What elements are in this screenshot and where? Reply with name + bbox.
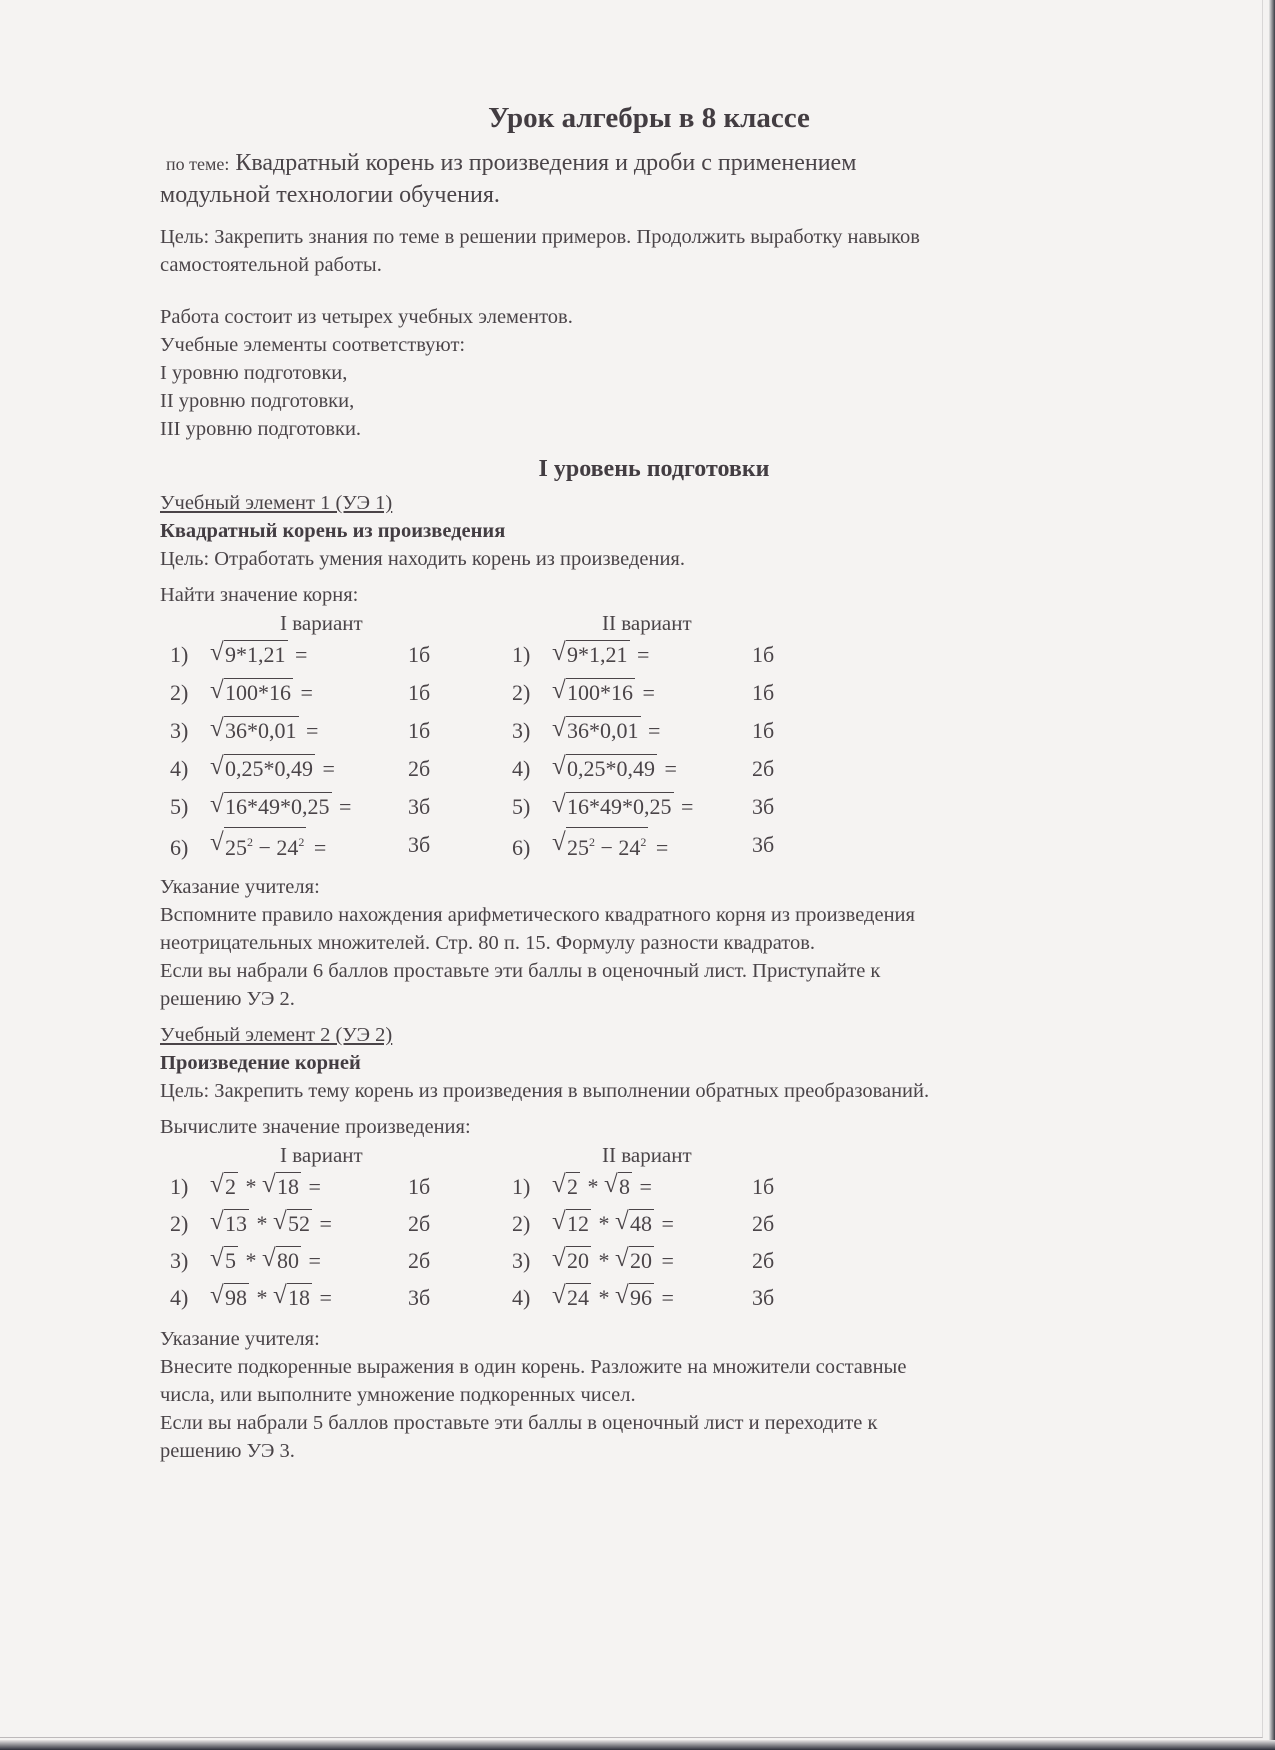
radicand: 0,25*0,49 xyxy=(225,756,313,781)
task-row xyxy=(160,1169,1120,1206)
square-root-expression xyxy=(552,713,641,749)
intro-line: Работа состоит из четырех учебных элементов. xyxy=(160,306,573,328)
task-number: 1) xyxy=(170,642,189,667)
task-row xyxy=(160,827,1120,865)
square-root-expression xyxy=(273,1206,312,1242)
radicand: 36*0,01 xyxy=(225,718,297,743)
radicand: 5 xyxy=(225,1248,236,1273)
task-number: 3) xyxy=(170,1248,189,1273)
task-number: 2) xyxy=(512,1211,531,1236)
task-number: 4) xyxy=(170,756,189,781)
task-points: 1б xyxy=(752,1174,775,1199)
variant-1-task: 2)√ 100*16 = xyxy=(170,675,313,711)
square-root-expression xyxy=(210,1169,238,1205)
variant-1-task: 4)√ 98 * √ 18 = xyxy=(170,1280,332,1316)
scan-edge-right xyxy=(1269,0,1275,1750)
square-root-expression xyxy=(552,789,674,825)
ue1-label: Учебный элемент 1 (УЭ 1) xyxy=(160,492,393,514)
square-root-expression xyxy=(552,675,635,711)
variant-2-task: 2)√ 12 * √ 48 = xyxy=(512,1206,674,1242)
task-row xyxy=(160,713,1120,751)
task-number: 6) xyxy=(512,835,531,860)
square-root-expression xyxy=(615,1280,654,1316)
ue2-hint-line: решению УЭ 3. xyxy=(160,1440,295,1462)
task-points: 2б xyxy=(408,1248,431,1273)
level-1-heading: I уровень подготовки xyxy=(538,456,770,482)
exponent: 2 xyxy=(640,835,647,849)
square-root-expression xyxy=(210,1243,238,1279)
radicand: 0,25*0,49 xyxy=(567,756,655,781)
variant-2-task: 3)√ 36*0,01 = xyxy=(512,713,660,749)
intro-line: II уровню подготовки, xyxy=(160,390,355,412)
variant-2-task: 1)√ 2 * √ 8 = xyxy=(512,1169,652,1205)
variant-2-task: 3)√ 20 * √ 20 = xyxy=(512,1243,674,1279)
ue2-task-prompt: Вычислите значение произведения: xyxy=(160,1116,471,1138)
exponent: 2 xyxy=(247,835,253,849)
variant-2-task: 4)√ 0,25*0,49 = xyxy=(512,751,677,787)
square-root-expression xyxy=(273,1280,312,1316)
square-root-expression xyxy=(552,1206,591,1242)
ue1-title: Квадратный корень из произведения xyxy=(160,520,506,542)
intro-line: Учебные элементы соответствуют: xyxy=(160,334,466,356)
exponent: 2 xyxy=(298,835,305,849)
variant-1-task: 4)√ 0,25*0,49 = xyxy=(170,751,335,787)
ue2-hint-label: Указание учителя: xyxy=(160,1328,320,1350)
variant-2-task: 4)√ 24 * √ 96 = xyxy=(512,1280,674,1316)
square-root-expression xyxy=(210,675,293,711)
variant-2-task: 5)√ 16*49*0,25 = xyxy=(512,789,693,825)
exponent: 2 xyxy=(589,835,595,849)
radicand: 2 xyxy=(225,1174,236,1199)
variant-1-task: 3)√ 5 * √ 80 = xyxy=(170,1243,321,1279)
variant-1-task: 5)√ 16*49*0,25 = xyxy=(170,789,351,825)
radicand: 52 xyxy=(288,1211,310,1236)
task-points: 3б xyxy=(752,794,775,819)
intro-line: III уровню подготовки. xyxy=(160,418,362,440)
task-points: 3б xyxy=(752,1285,775,1310)
radicand: 18 xyxy=(288,1285,310,1310)
task-row xyxy=(160,1243,1120,1280)
square-root-expression xyxy=(262,1169,301,1205)
ue1-goal: Цель: Отработать умения находить корень из произведения. xyxy=(160,548,685,570)
topic-text: Квадратный корень из произведения и дроби с применением xyxy=(235,150,857,176)
intro-line: I уровню подготовки, xyxy=(160,362,348,384)
task-number: 4) xyxy=(512,756,531,781)
scan-edge-bottom xyxy=(0,1740,1275,1750)
square-root-expression xyxy=(262,1243,301,1279)
task-row xyxy=(160,637,1120,675)
task-row xyxy=(160,789,1120,827)
document-body xyxy=(160,100,1120,1465)
square-root-expression xyxy=(615,1206,654,1242)
square-root-expression xyxy=(552,1169,580,1205)
variant-1-task: 6)√ $25^2 - 24^2$ = xyxy=(170,827,326,866)
task-points: 1б xyxy=(408,1174,431,1199)
radicand: 24 xyxy=(567,1285,589,1310)
variant-1-heading: I вариант xyxy=(280,611,363,635)
learning-element-1 xyxy=(160,489,1120,1013)
task-number: 3) xyxy=(512,718,531,743)
ue1-hint-line: Если вы набрали 6 баллов проставьте эти баллы в оценочный лист. Приступайте к xyxy=(160,960,881,982)
ue2-title: Произведение корней xyxy=(160,1052,361,1074)
variant-1-heading: I вариант xyxy=(280,1143,363,1167)
radicand: 16*49*0,25 xyxy=(225,794,330,819)
radicand: 100*16 xyxy=(225,680,291,705)
square-root-expression xyxy=(210,1206,249,1242)
ue2-task-list xyxy=(160,1169,1120,1317)
task-points: 1б xyxy=(408,718,431,743)
variant-1-task: 1)√ 2 * √ 18 = xyxy=(170,1169,321,1205)
square-root-expression xyxy=(210,1280,249,1316)
radicand: 96 xyxy=(630,1285,652,1310)
document-title: Урок алгебры в 8 классе xyxy=(488,102,810,134)
radicand: $25^2 - 24^2$ xyxy=(566,827,648,862)
variant-2-task: 1)√ 9*1,21 = xyxy=(512,637,649,673)
task-points: 2б xyxy=(752,1248,775,1273)
task-number: 2) xyxy=(512,680,531,705)
task-number: 1) xyxy=(512,642,531,667)
task-points: 3б xyxy=(408,832,431,857)
radicand: 8 xyxy=(619,1174,630,1199)
square-root-expression xyxy=(552,1243,591,1279)
learning-element-2 xyxy=(160,1021,1120,1465)
task-number: 3) xyxy=(512,1248,531,1273)
ue1-task-list xyxy=(160,637,1120,865)
task-row xyxy=(160,1280,1120,1317)
task-points: 1б xyxy=(752,680,775,705)
ue2-variant-headers xyxy=(160,1141,1120,1169)
square-root-expression xyxy=(210,751,315,787)
ue2-hint-line: Внесите подкоренные выражения в один корень. Разложите на множители составные xyxy=(160,1356,907,1378)
radicand: 13 xyxy=(225,1211,247,1236)
square-root-expression xyxy=(552,637,630,673)
task-points: 3б xyxy=(752,832,775,857)
ue2-hint-line: числа, или выполните умножение подкоренных чисел. xyxy=(160,1384,636,1406)
ue1-hint-line: неотрицательных множителей. Стр. 80 п. 15. Формулу разности квадратов. xyxy=(160,932,816,954)
radicand: 98 xyxy=(225,1285,247,1310)
task-number: 1) xyxy=(512,1174,531,1199)
variant-2-heading: II вариант xyxy=(602,611,692,635)
task-points: 3б xyxy=(408,794,431,819)
radicand: 20 xyxy=(630,1248,652,1273)
square-root-expression xyxy=(552,827,648,866)
variant-2-task: 6)√ $25^2 - 24^2$ = xyxy=(512,827,668,866)
variant-2-heading: II вариант xyxy=(602,1143,692,1167)
ue2-goal: Цель: Закрепить тему корень из произведения в выполнении обратных преобразований. xyxy=(160,1080,930,1102)
radicand: 80 xyxy=(277,1248,299,1273)
topic-text-2: модульной технологии обучения. xyxy=(160,182,500,208)
task-row xyxy=(160,675,1120,713)
radicand: 20 xyxy=(567,1248,589,1273)
square-root-expression xyxy=(604,1169,632,1205)
task-number: 1) xyxy=(170,1174,189,1199)
task-points: 1б xyxy=(752,642,775,667)
ue2-label: Учебный элемент 2 (УЭ 2) xyxy=(160,1024,393,1046)
task-points: 1б xyxy=(408,680,431,705)
task-number: 2) xyxy=(170,680,189,705)
ue1-variant-headers xyxy=(160,609,1120,637)
radicand: 9*1,21 xyxy=(567,642,628,667)
lesson-topic xyxy=(160,148,1120,211)
task-points: 2б xyxy=(408,1211,431,1236)
variant-2-task: 2)√ 100*16 = xyxy=(512,675,655,711)
task-points: 2б xyxy=(408,756,431,781)
radicand: 16*49*0,25 xyxy=(567,794,672,819)
radicand: 36*0,01 xyxy=(567,718,639,743)
task-number: 4) xyxy=(170,1285,189,1310)
square-root-expression xyxy=(210,713,299,749)
variant-1-task: 2)√ 13 * √ 52 = xyxy=(170,1206,332,1242)
ue1-task-prompt: Найти значение корня: xyxy=(160,584,359,606)
radicand: 48 xyxy=(630,1211,652,1236)
task-points: 3б xyxy=(408,1285,431,1310)
task-number: 5) xyxy=(512,794,531,819)
task-row xyxy=(160,751,1120,789)
task-points: 1б xyxy=(752,718,775,743)
radicand: $25^2 - 24^2$ xyxy=(224,827,306,862)
ue2-hint-line: Если вы набрали 5 баллов проставьте эти баллы в оценочный лист и переходите к xyxy=(160,1412,878,1434)
goal-line-1: Цель: Закрепить знания по теме в решении примеров. Продолжить выработку навыков xyxy=(160,226,920,248)
ue1-hint-line: Вспомните правило нахождения арифметического квадратного корня из произведения xyxy=(160,904,915,926)
task-number: 3) xyxy=(170,718,189,743)
task-number: 5) xyxy=(170,794,189,819)
radicand: 2 xyxy=(567,1174,578,1199)
radicand: 12 xyxy=(567,1211,589,1236)
variant-1-task: 1)√ 9*1,21 = xyxy=(170,637,307,673)
ue1-hint-line: решению УЭ 2. xyxy=(160,988,295,1010)
variant-1-task: 3)√ 36*0,01 = xyxy=(170,713,318,749)
topic-prefix: по теме: xyxy=(166,154,230,174)
goal-line-2: самостоятельной работы. xyxy=(160,254,382,276)
radicand: 18 xyxy=(277,1174,299,1199)
task-points: 2б xyxy=(752,756,775,781)
task-points: 2б xyxy=(752,1211,775,1236)
square-root-expression xyxy=(210,789,332,825)
radicand: 9*1,21 xyxy=(225,642,286,667)
square-root-expression xyxy=(210,637,288,673)
task-number: 2) xyxy=(170,1211,189,1236)
task-points: 1б xyxy=(408,642,431,667)
ue1-hint-label: Указание учителя: xyxy=(160,876,320,898)
square-root-expression xyxy=(210,827,306,866)
task-row xyxy=(160,1206,1120,1243)
square-root-expression xyxy=(615,1243,654,1279)
task-number: 4) xyxy=(512,1285,531,1310)
radicand: 100*16 xyxy=(567,680,633,705)
square-root-expression xyxy=(552,1280,591,1316)
task-number: 6) xyxy=(170,835,189,860)
square-root-expression xyxy=(552,751,657,787)
